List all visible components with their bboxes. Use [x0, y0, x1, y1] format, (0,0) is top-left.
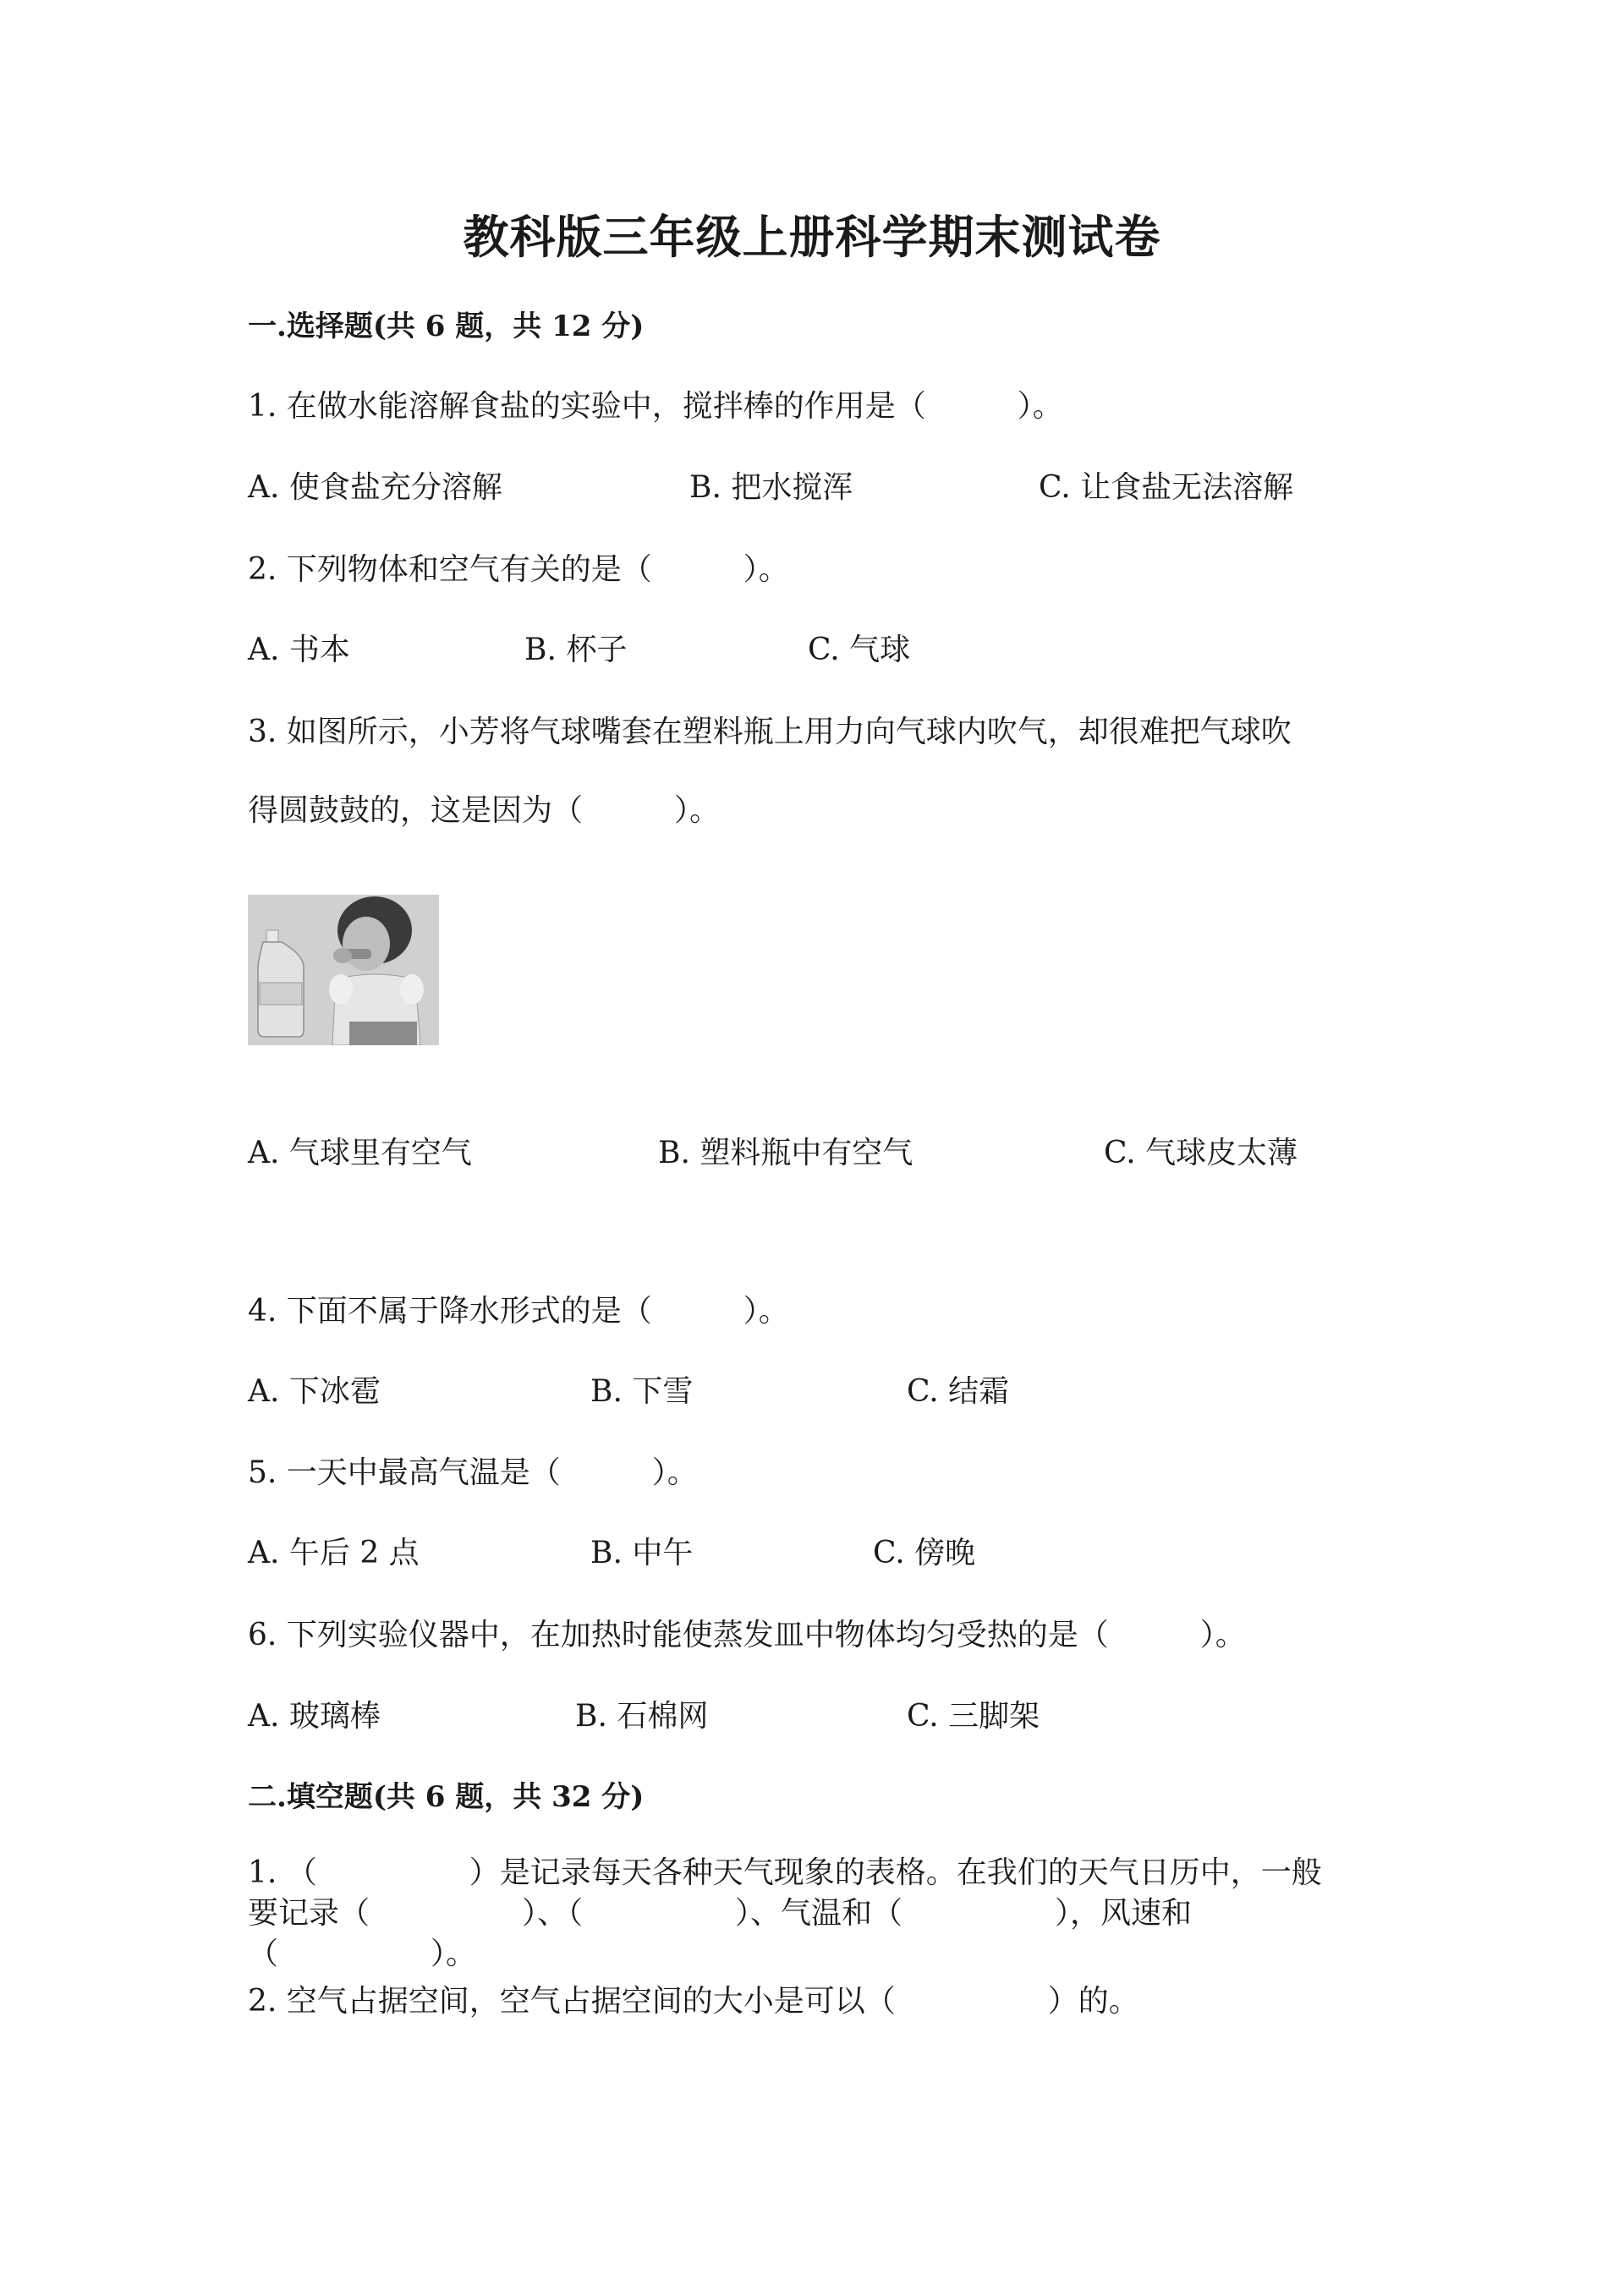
question-4-stem: 4. 下面不属于降水形式的是（ ）。: [248, 1294, 789, 1329]
question-4-option-b: B. 下雪: [590, 1374, 694, 1409]
section-heading-choice: 一.选择题(共 6 题，共 12 分): [248, 310, 645, 343]
question-2-option-b: B. 杯子: [524, 633, 628, 667]
fill-question-1-line-1: 1. （ ）是记录每天各种天气现象的表格。在我们的天气日历中，一般: [248, 1855, 1322, 1890]
question-6-stem: 6. 下列实验仪器中，在加热时能使蒸发皿中物体均匀受热的是（ ）。: [248, 1618, 1246, 1652]
question-3-option-b: B. 塑料瓶中有空气: [658, 1136, 914, 1170]
question-1-option-c: C. 让食盐无法溶解: [1039, 470, 1294, 505]
girl-blowing-balloon-photo: [248, 895, 439, 1045]
question-6-option-c: C. 三脚架: [907, 1699, 1040, 1734]
question-5-option-a: A. 午后 2 点: [248, 1536, 420, 1570]
section-heading-fill-in: 二.填空题(共 6 题，共 32 分): [248, 1780, 645, 1814]
question-5-option-c: C. 傍晚: [873, 1536, 976, 1570]
question-4-option-a: A. 下冰雹: [248, 1374, 381, 1409]
question-3-stem-line-1: 3. 如图所示，小芳将气球嘴套在塑料瓶上用力向气球内吹气，却很难把气球吹: [248, 715, 1292, 749]
question-1-option-b: B. 把水搅浑: [689, 470, 853, 505]
question-3-option-c: C. 气球皮太薄: [1104, 1136, 1298, 1170]
question-2-option-c: C. 气球: [808, 633, 911, 667]
question-4-option-c: C. 结霜: [907, 1374, 1010, 1409]
question-5-stem: 5. 一天中最高气温是（ ）。: [248, 1455, 698, 1490]
question-6-option-b: B. 石棉网: [575, 1699, 709, 1734]
question-1-stem: 1. 在做水能溶解食盐的实验中，搅拌棒的作用是（ ）。: [248, 389, 1063, 424]
question-3-stem-line-2: 得圆鼓鼓的，这是因为（ ）。: [248, 793, 721, 828]
fill-question-2: 2. 空气占据空间，空气占据空间的大小是可以（ ）的。: [248, 1984, 1139, 2019]
question-1-option-a: A. 使食盐充分溶解: [248, 470, 502, 505]
question-5-option-b: B. 中午: [590, 1536, 694, 1570]
question-3-option-a: A. 气球里有空气: [248, 1136, 472, 1170]
fill-question-1-line-2: 要记录（ ）、（ ）、气温和（ ），风速和: [248, 1896, 1193, 1931]
question-6-option-a: A. 玻璃棒: [248, 1699, 381, 1734]
question-2-stem: 2. 下列物体和空气有关的是（ ）。: [248, 552, 789, 587]
fill-question-1-line-3: （ ）。: [248, 1937, 477, 1971]
question-2-option-a: A. 书本: [248, 633, 350, 667]
page-title: 教科版三年级上册科学期末测试卷: [463, 210, 1161, 264]
